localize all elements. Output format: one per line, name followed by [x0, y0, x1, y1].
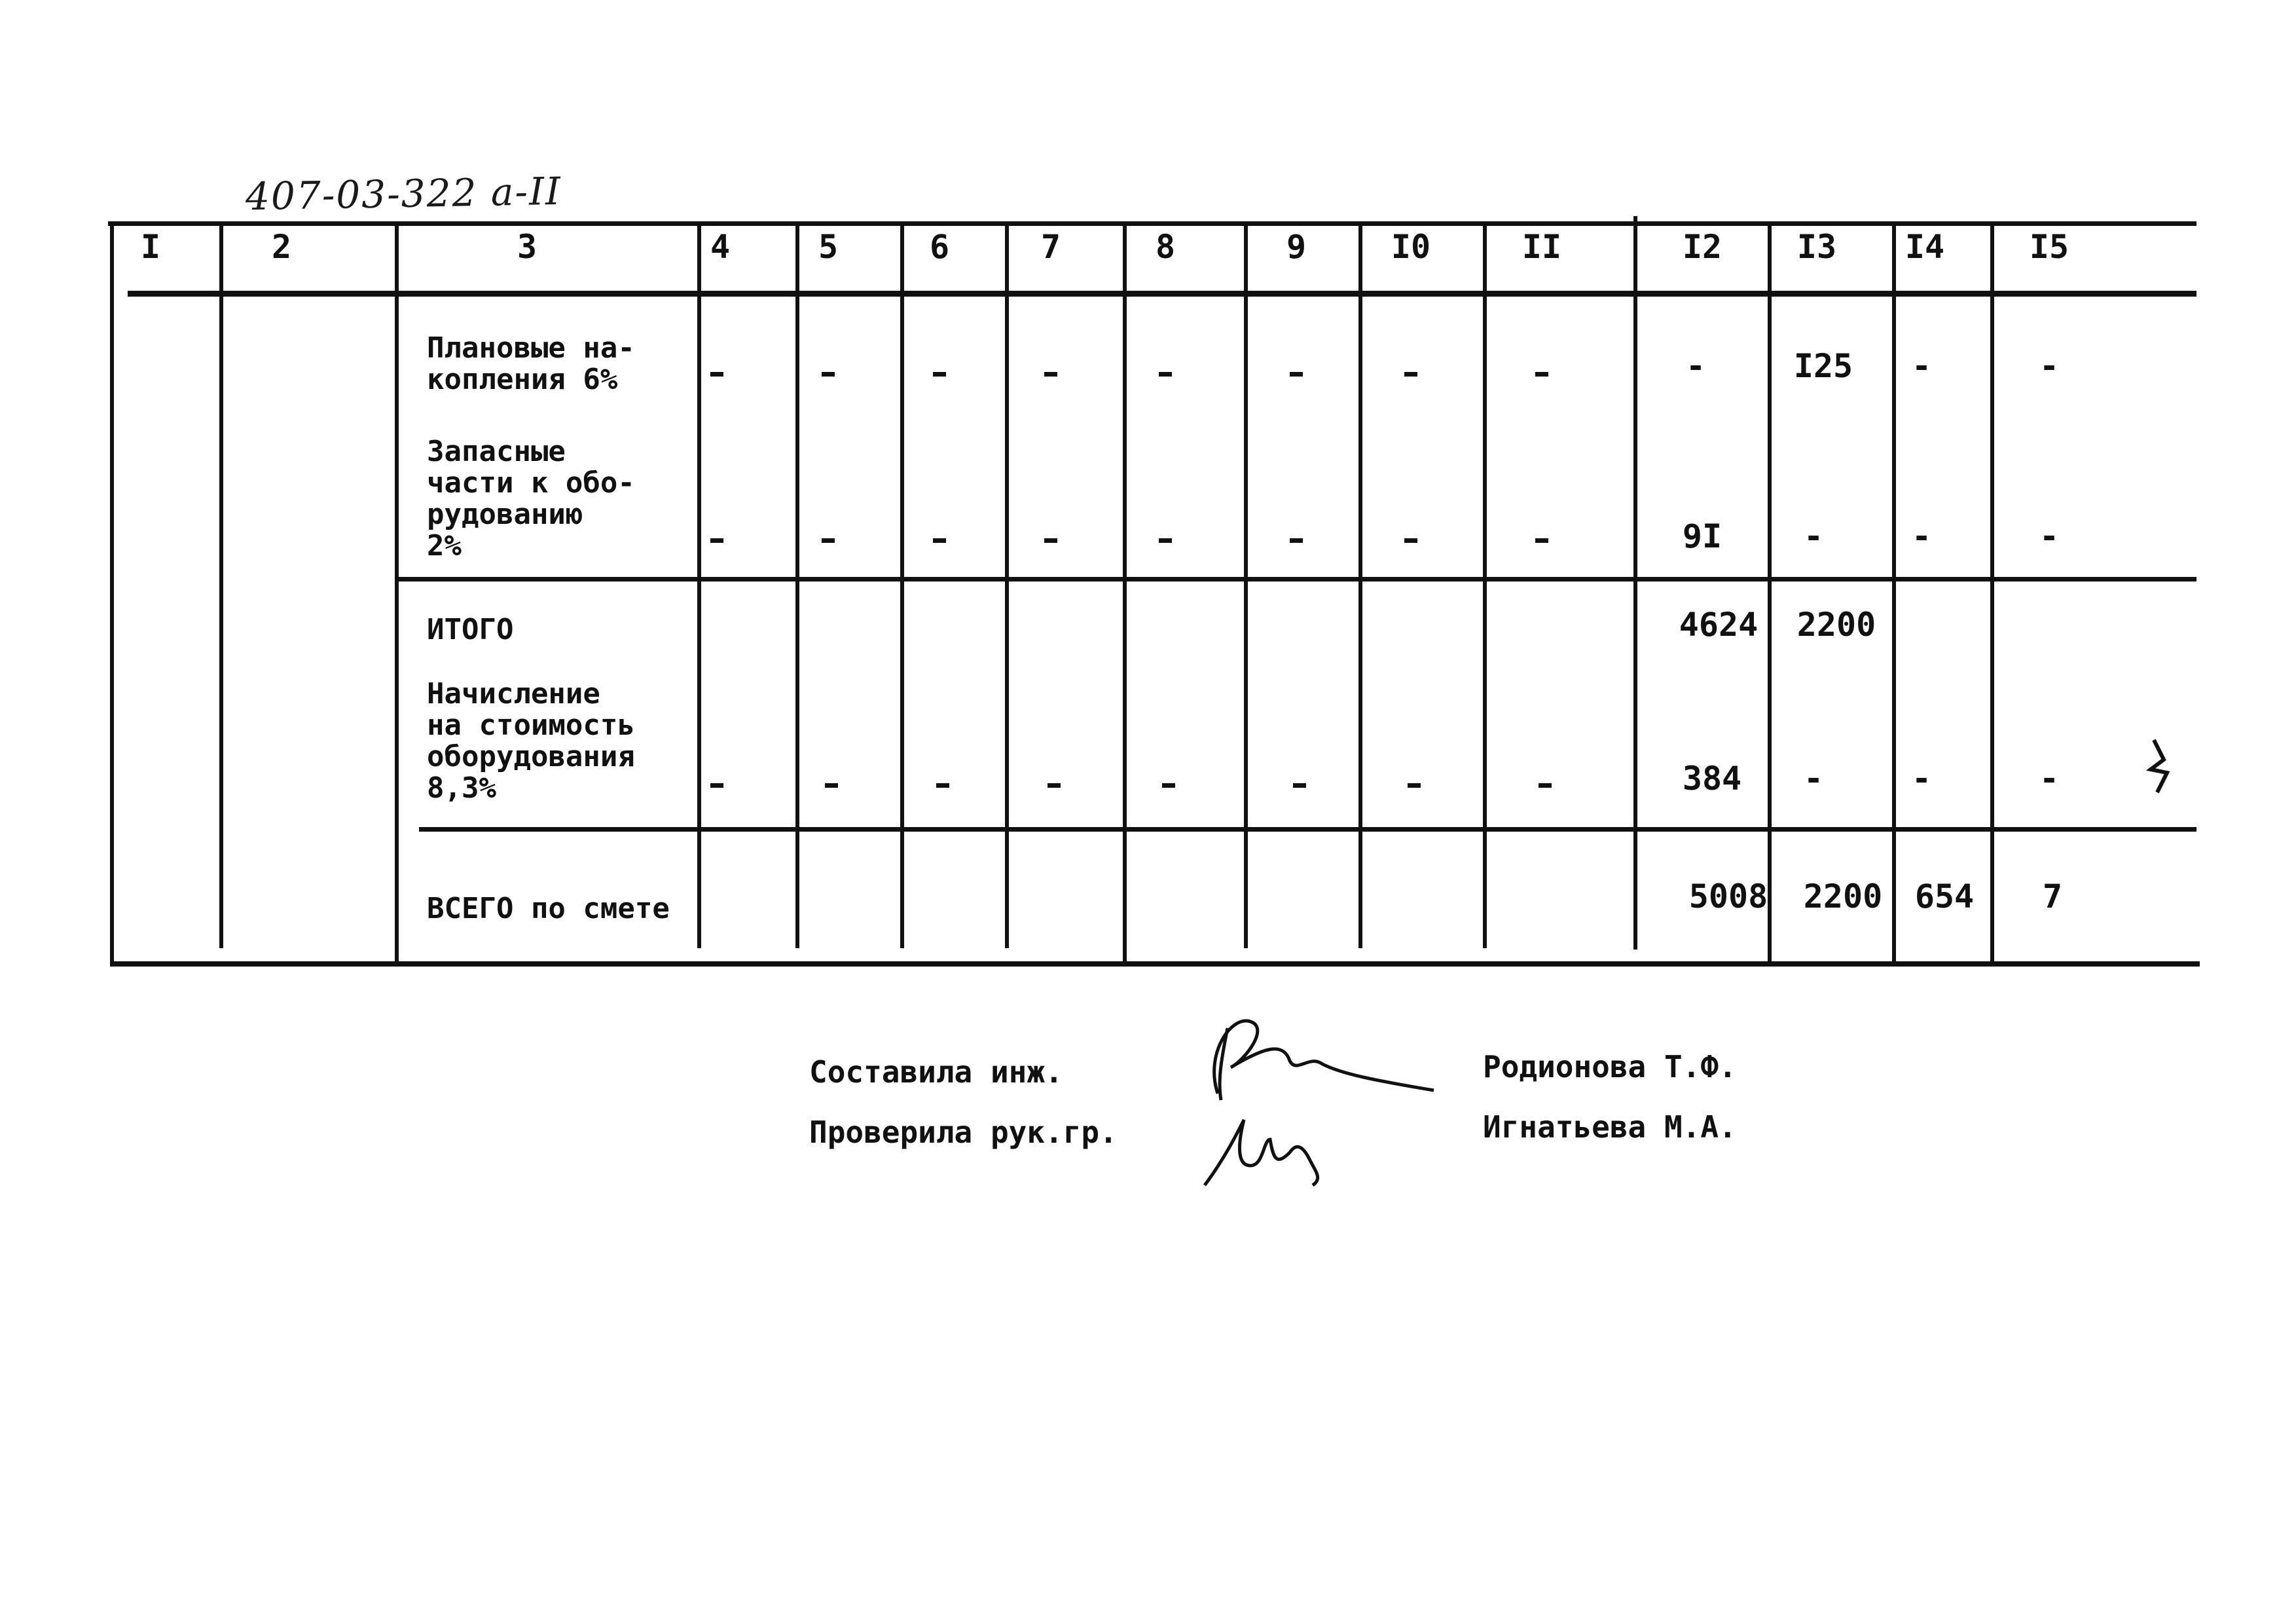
col-rule-13 — [1768, 221, 1772, 961]
col-number-2: 2 — [271, 228, 292, 266]
col-number-1: I — [140, 228, 161, 266]
cell-r4-c15: - — [2039, 760, 2060, 798]
col-number-13: I3 — [1796, 228, 1837, 266]
section-rule-1 — [396, 577, 2196, 581]
cell-r4-c12: 384 — [1682, 760, 1742, 798]
dash-mark — [822, 372, 835, 377]
dash-mark — [1044, 372, 1057, 377]
dash-mark — [825, 783, 838, 788]
checker-signature — [1198, 1107, 1342, 1192]
col-rule-5 — [795, 221, 799, 948]
cell-r3-c12: 4624 — [1679, 606, 1758, 644]
dash-mark — [1535, 538, 1548, 543]
dash-mark — [1290, 372, 1303, 377]
col-rule-2 — [219, 221, 223, 948]
dash-mark — [1290, 538, 1303, 543]
col-number-12: I2 — [1682, 228, 1722, 266]
dash-mark — [933, 372, 946, 377]
col-rule-15 — [1990, 226, 1994, 963]
col-number-11: II — [1522, 228, 1562, 266]
dash-mark — [822, 538, 835, 543]
col-rule-4 — [697, 221, 701, 948]
table-top-rule — [108, 221, 2196, 226]
checked-by-name: Игнатьева М.А. — [1483, 1109, 1737, 1145]
checked-by-role: Проверила рук.гр. — [809, 1115, 1118, 1150]
dash-mark — [1044, 538, 1057, 543]
cell-r2-c12: 9I — [1682, 517, 1722, 555]
document-code: 407-03-322 а-II — [245, 168, 562, 219]
dash-mark — [1404, 372, 1417, 377]
dash-mark — [1408, 783, 1421, 788]
cell-r1-c14: - — [1911, 347, 1932, 385]
table-bottom-rule — [110, 961, 2200, 967]
cell-r1-c13: I25 — [1793, 347, 1853, 385]
col-number-7: 7 — [1040, 228, 1061, 266]
col-number-6: 6 — [929, 228, 950, 266]
dash-mark — [1159, 538, 1172, 543]
row-label-spare-parts: Запасные части к обо- рудованию 2% — [427, 435, 635, 563]
cell-r5-c12: 5008 — [1688, 877, 1768, 915]
col-rule-12 — [1633, 216, 1637, 950]
compiled-by-name: Родионова Т.Ф. — [1483, 1049, 1737, 1084]
col-number-4: 4 — [710, 228, 731, 266]
dash-mark — [1535, 372, 1548, 377]
row-label-equipment-charge: Начисление на стоимость оборудования 8,3% — [427, 677, 635, 805]
col-rule-14 — [1892, 221, 1896, 961]
col-number-5: 5 — [818, 228, 839, 266]
col-rule-11 — [1483, 221, 1487, 948]
dash-mark — [1539, 783, 1552, 788]
col-number-10: I0 — [1391, 228, 1431, 266]
col-rule-8 — [1123, 221, 1127, 961]
col-number-14: I4 — [1904, 228, 1945, 266]
dash-mark — [1162, 783, 1175, 788]
margin-mark — [2141, 733, 2180, 799]
dash-mark — [933, 538, 946, 543]
dash-mark — [1293, 783, 1306, 788]
row-label-grand-total: ВСЕГО по смете — [427, 892, 670, 925]
cell-r1-c15: - — [2039, 347, 2060, 385]
col-rule-10 — [1358, 221, 1362, 948]
cell-r4-c13: - — [1803, 760, 1824, 798]
section-rule-2 — [419, 827, 2196, 832]
dash-mark — [710, 783, 723, 788]
dash-mark — [1159, 372, 1172, 377]
cell-r4-c14: - — [1911, 760, 1932, 798]
col-rule-3 — [395, 221, 399, 961]
row-label-subtotal: ИТОГО — [427, 613, 514, 646]
cell-r2-c14: - — [1911, 517, 1932, 555]
cell-r5-c14: 654 — [1914, 877, 1975, 915]
cell-r5-c15: 7 — [2042, 877, 2063, 915]
row-label-planned-savings: Плановые на- копления 6% — [427, 331, 635, 396]
col-number-3: 3 — [517, 228, 538, 266]
header-bottom-rule — [128, 291, 2196, 297]
cell-r1-c12: - — [1685, 347, 1706, 385]
col-rule-9 — [1244, 221, 1248, 948]
dash-mark — [1404, 538, 1417, 543]
col-rule-1 — [110, 221, 114, 965]
dash-mark — [710, 538, 723, 543]
cell-r2-c13: - — [1803, 517, 1824, 555]
col-rule-7 — [1005, 221, 1009, 948]
dash-mark — [936, 783, 949, 788]
col-rule-6 — [900, 221, 904, 948]
cell-r5-c13: 2200 — [1803, 877, 1883, 915]
cell-r2-c15: - — [2039, 517, 2060, 555]
compiler-signature — [1192, 1002, 1440, 1113]
dash-mark — [1048, 783, 1061, 788]
col-number-15: I5 — [2029, 228, 2069, 266]
col-number-8: 8 — [1155, 228, 1176, 266]
dash-mark — [710, 372, 723, 377]
col-number-9: 9 — [1286, 228, 1307, 266]
cell-r3-c13: 2200 — [1796, 606, 1876, 644]
compiled-by-role: Составила инж. — [809, 1054, 1063, 1090]
